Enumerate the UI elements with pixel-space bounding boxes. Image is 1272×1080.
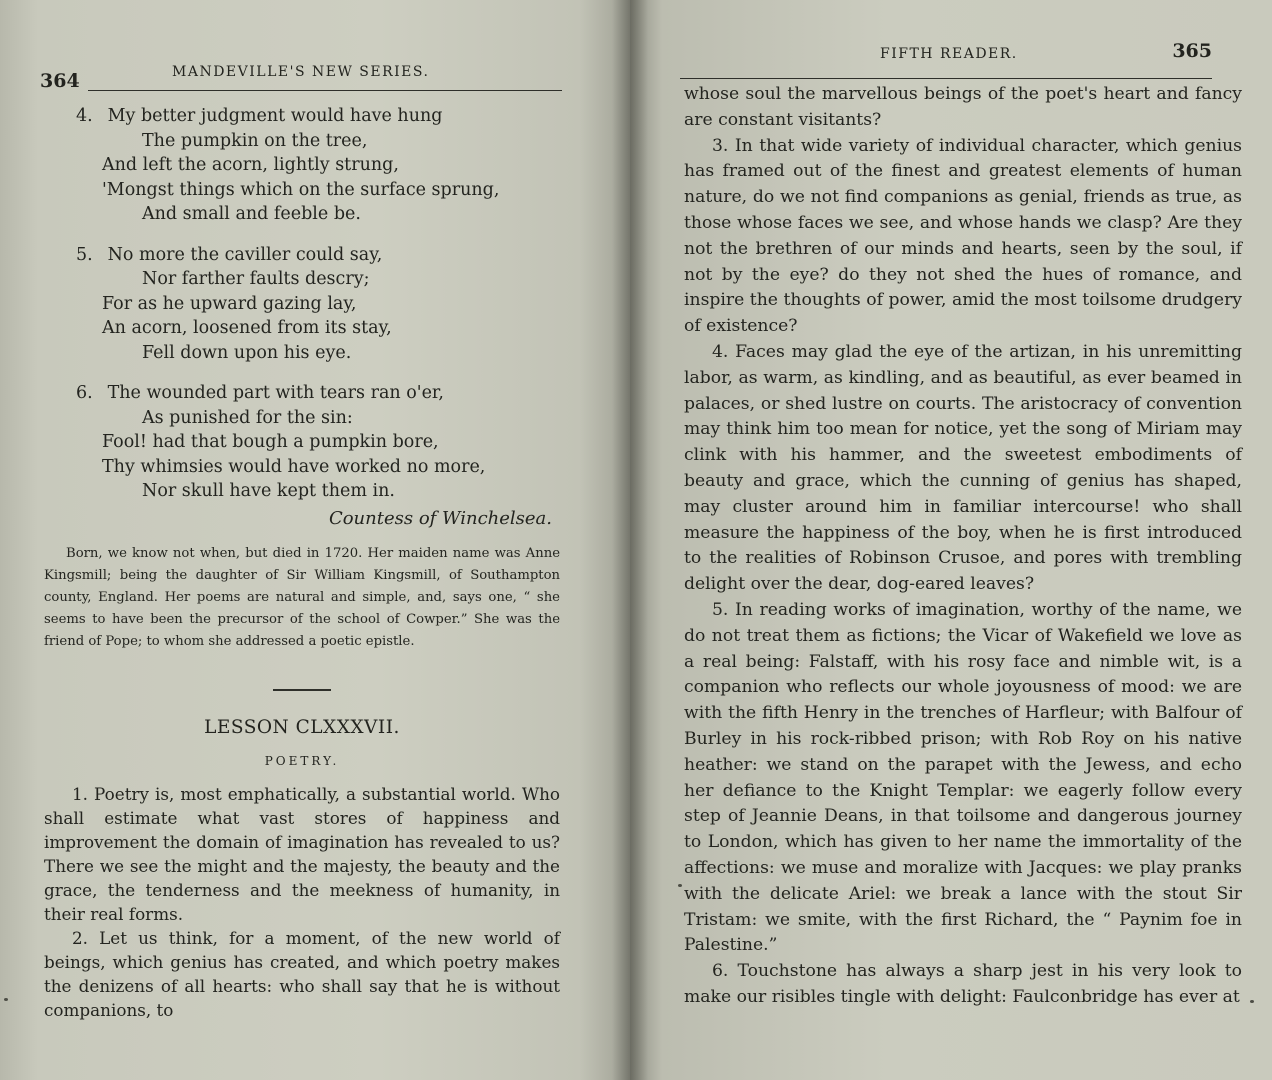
poem-line-text: My better judgment would have hung: [107, 106, 443, 126]
left-page: [0, 0, 630, 1080]
stanza-number: 5.: [76, 244, 93, 265]
biographical-note-text: Born, we know not when, but died in 1720. Her maiden name was Anne Kingsmill; being the daughter of Sir William Kingsmill, of Southampton county, England. Her poems are natural and simple, and, says one, “ she seems to have been the precursor of the school of Cowper.” She was the friend of Pope; to whom she addressed a poetic epistle.: [44, 545, 560, 649]
lesson-title: LESSON CLXXXVII.: [204, 716, 400, 738]
page-mark: [678, 884, 682, 887]
paragraph: 2. Let us think, for a moment, of the new world of beings, which genius has created, and which poetry makes the denizens of all hearts: who shall say that he is without companions, to: [44, 927, 560, 1020]
poem-line: [44, 381, 560, 406]
poem-stanza: [44, 243, 560, 366]
paragraph: 4. Faces may glad the eye of the artizan, in his unremitting labor, as warm, as kindling, and as beautiful, as ever beamed in palaces, or shed lustre on courts. The aristocracy of convention may think him too mean for notice, yet the song of Miriam may clink with his hammer, and the sweetest embodiments of beauty and grace, which the cunning of genius has shaped, may cluster around him in familiar intercourse! who shall measure the happiness of the boy, when he is first introduced to the realities of Robinson Crusoe, and pores with trembling delight over the dear, dog-eared leaves?: [684, 341, 1242, 595]
poem-attribution: Countess of Winchelsea.: [328, 507, 552, 529]
paragraph: 1. Poetry is, most emphatically, a substantial world. Who shall estimate what vast stores of happiness and improvement the domain of imagination has revealed to us? There we see the might and the majesty, the beauty and the grace, the tenderness and the meekness of humanity, in their real forms.: [44, 783, 560, 924]
page-number: 364: [40, 70, 80, 92]
left-running-head: [40, 60, 560, 94]
poem-line: Fool! had that bough a pumpkin bore,: [102, 432, 439, 452]
running-head-title: FIFTH READER.: [880, 46, 1018, 62]
poem-line: Nor skull have kept them in.: [142, 481, 395, 501]
right-page: [630, 0, 1272, 1080]
poem-line: For as he upward gazing lay,: [102, 293, 357, 314]
poem-line: Nor farther faults descry;: [142, 269, 370, 289]
poem: [44, 104, 560, 504]
right-running-head: [684, 38, 1242, 72]
poem-line: As punished for the sin:: [142, 407, 353, 428]
lesson-body-continued: [684, 82, 1242, 1011]
book-gutter: [612, 0, 648, 1080]
poem-line: And small and feeble be.: [142, 204, 361, 224]
lesson-subtitle: POETRY.: [264, 753, 340, 768]
paragraph: whose soul the marvellous beings of the poet's heart and fancy are constant visitants?: [684, 84, 1242, 130]
biographical-note: [44, 543, 560, 653]
paragraph: 6. Touchstone has always a sharp jest in his very look to make our risibles tingle with delight: Faulconbridge has ever at: [684, 961, 1242, 1007]
page-number: 365: [1172, 40, 1212, 62]
running-head-title: MANDEVILLE'S NEW SERIES.: [172, 64, 430, 80]
header-rule: [680, 78, 1212, 79]
header-rule: [88, 90, 562, 91]
paragraph: 3. In that wide variety of individual character, which genius has framed out of the finest and greatest elements of human nature, do we not find companions as genial, friends as true, as those whose faces we see, and whose hands we clasp? Are they not the brethren of our minds and hearts, seen by the soul, if not by the eye? do they not shed the hues of romance, and inspire the thoughts of power, amid the most toilsome drudgery of existence?: [684, 135, 1242, 337]
poem-stanza: [44, 381, 560, 504]
poem-line: Fell down upon his eye.: [142, 342, 352, 363]
poem-line-text: The wounded part with tears ran o'er,: [107, 383, 444, 403]
poem-line: Thy whimsies would have worked no more,: [102, 456, 486, 477]
poem-line: And left the acorn, lightly strung,: [102, 155, 399, 175]
paragraph: 5. In reading works of imagination, worthy of the name, we do not treat them as fictions; the Vicar of Wakefield we love as a real being: Falstaff, with his rosy face and nimble wit, is a companion who reflects our whole joyousness of mood: we are with the fifth Henry in the trenches of Harfleur; with Balfour of Burley in his rock-ribbed prison; with Rob Roy on his native heather: we stand on the parapet with the Jewess, and echo her defiance to the Knight Templar: we eagerly follow every step of Jeannie Deans, in that toilsome and dangerous journey to London, which has given to her name the immortality of the affections: we muse and moralize with Jacques: we play pranks with the delicate Ariel: we break a lance with the stout Sir Tristam: we smite, with the first Richard, the “ Paynim foe in Palestine.”: [684, 599, 1242, 956]
poem-line-text: No more the caviller could say,: [107, 244, 383, 265]
poem-line: [44, 243, 560, 268]
poem-line: [44, 104, 560, 129]
section-divider: [273, 689, 331, 691]
stanza-number: 6.: [76, 383, 93, 403]
lesson-body: [44, 782, 560, 1022]
poem-line: 'Mongst things which on the surface sprung,: [102, 179, 500, 200]
poem-line: An acorn, loosened from its stay,: [102, 318, 392, 338]
page-mark: [1250, 1000, 1254, 1003]
page-mark: [4, 998, 8, 1001]
poem-stanza: [44, 104, 560, 227]
poem-line: The pumpkin on the tree,: [142, 130, 368, 151]
stanza-number: 4.: [76, 106, 93, 126]
